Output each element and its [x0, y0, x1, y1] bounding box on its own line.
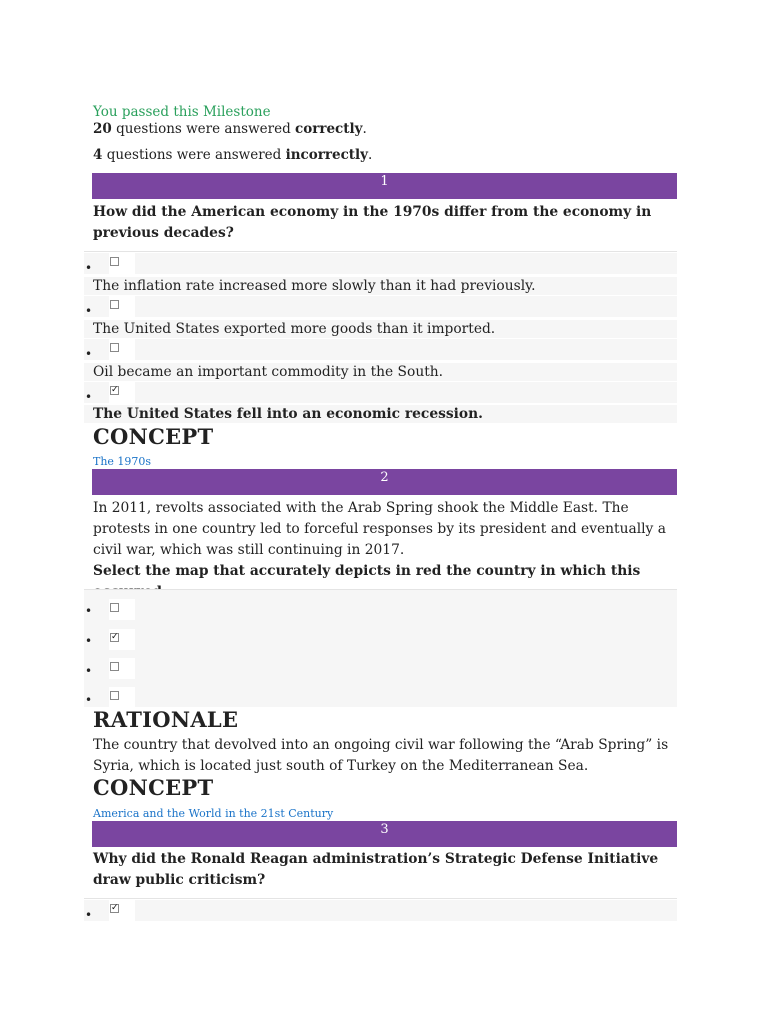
question-prompt: How did the American economy in the 1970s differ from the economy in previous decades? — [93, 204, 652, 241]
option-checkbox-cell[interactable] — [109, 382, 135, 403]
incorrect-word: incorrectly — [285, 147, 369, 163]
concept-link[interactable]: The 1970s — [93, 455, 152, 468]
question-number-bar: 1 — [92, 173, 677, 199]
concept-link[interactable]: America and the World in the 21st Century — [93, 807, 334, 820]
map-option-checkbox-cell[interactable] — [109, 599, 135, 620]
option-row — [84, 296, 677, 317]
checkbox-checked-icon[interactable]: ✓ — [111, 632, 119, 642]
map-option-checkbox-cell[interactable] — [109, 629, 135, 650]
question-number-bar: 3 — [92, 821, 677, 847]
bullet-icon: • — [85, 304, 93, 318]
question-number-bar: 2 — [92, 469, 677, 495]
incorrect-count: 4 — [93, 147, 103, 163]
divider — [84, 898, 677, 899]
option-row — [84, 382, 677, 403]
pass-status: You passed this Milestone — [93, 104, 271, 120]
correct-summary: 20 questions were answered correctly. — [93, 121, 367, 137]
question-prompt: Why did the Ronald Reagan administration’s Strategic Defense Initiative draw public criticism? — [93, 851, 659, 888]
bullet-icon: • — [85, 604, 93, 618]
correct-word: correctly — [295, 121, 363, 137]
option-row — [84, 339, 677, 360]
bullet-icon: • — [85, 261, 93, 275]
option-checkbox-cell[interactable] — [109, 900, 135, 921]
bullet-icon: • — [85, 908, 93, 922]
bullet-icon: • — [85, 693, 93, 707]
option-text: The United States exported more goods than it imported. — [93, 321, 496, 337]
bullet-icon: • — [85, 347, 93, 361]
correct-count: 20 — [93, 121, 112, 137]
option-text: The inflation rate increased more slowly than it had previously. — [93, 278, 536, 294]
rationale-heading: RATIONALE — [93, 707, 239, 732]
checkbox-icon[interactable] — [110, 257, 119, 266]
question-text: In 2011, revolts associated with the Arab Spring shook the Middle East. The protests in one country led to forceful responses by its president and eventually a civil war, which was still continuing in 2017. — [93, 500, 666, 558]
checkbox-icon[interactable] — [110, 343, 119, 352]
option-row — [84, 253, 677, 274]
option-text: Oil became an important commodity in the South. — [93, 364, 444, 380]
map-option-checkbox-cell[interactable] — [109, 658, 135, 679]
option-checkbox-cell[interactable] — [109, 296, 135, 317]
selected-option-text: The United States fell into an economic recession. — [93, 406, 483, 422]
rationale-text: The country that devolved into an ongoing civil war following the “Arab Spring” is Syria, which is located just south of Turkey on the Mediterranean Sea. — [93, 737, 669, 774]
checkbox-icon[interactable] — [110, 603, 119, 612]
map-option-checkbox-cell[interactable] — [109, 687, 135, 708]
option-row — [84, 900, 677, 921]
bullet-icon: • — [85, 390, 93, 404]
concept-heading: CONCEPT — [93, 775, 214, 800]
bullet-icon: • — [85, 634, 93, 648]
option-checkbox-cell[interactable] — [109, 339, 135, 360]
checkbox-icon[interactable] — [110, 662, 119, 671]
bullet-icon: • — [85, 664, 93, 678]
checkbox-checked-icon[interactable]: ✓ — [111, 385, 119, 395]
checkbox-icon[interactable] — [110, 300, 119, 309]
concept-heading: CONCEPT — [93, 424, 214, 449]
checkbox-checked-icon[interactable]: ✓ — [111, 903, 119, 913]
incorrect-summary: 4 questions were answered incorrectly. — [93, 147, 373, 163]
question-prompt: Select the map that accurately depicts in red the country in which this — [93, 563, 641, 579]
option-checkbox-cell[interactable] — [109, 253, 135, 274]
checkbox-icon[interactable] — [110, 691, 119, 700]
divider — [84, 251, 677, 252]
map-options-area — [84, 590, 677, 707]
